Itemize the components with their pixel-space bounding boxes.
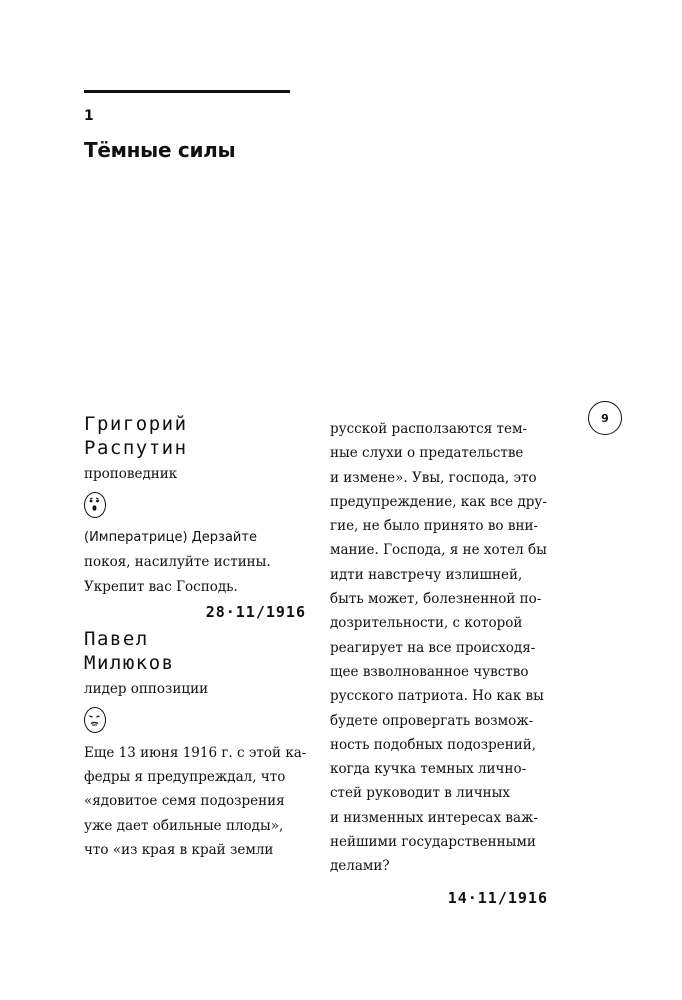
author-name-first: Павел: [84, 627, 149, 650]
entry-rasputin: [84, 412, 306, 621]
quote-text: [84, 526, 306, 599]
quote-line: идти навстречу излишней,: [330, 566, 523, 583]
quote-line: дозрительности, с которой: [330, 615, 523, 632]
author-name-last: Милюков: [84, 651, 175, 674]
quote-line: реагирует на все происходя-: [330, 639, 536, 656]
right-column: [330, 417, 562, 913]
quote-line: Еще 13 июня 1916 г. с этой ка-: [84, 744, 307, 761]
quote-text: [84, 741, 306, 862]
chapter-rule: [84, 90, 290, 93]
author-name-last: Распутин: [84, 437, 188, 459]
quote-line: русской расползаются тем-: [330, 421, 528, 437]
quote-line: «ядовитое семя подозрения: [84, 793, 285, 810]
quote-line: уже дает обильные плоды»,: [84, 817, 284, 834]
quote-date: 28·11/1916: [205, 602, 306, 621]
quote-line: Укрепит вас Господь.: [84, 578, 238, 595]
quote-line: ные слухи о предательстве: [330, 445, 524, 462]
quote-line: покоя, насилуйте истины.: [84, 554, 271, 571]
quote-line: ность подобных подозрений,: [330, 736, 536, 753]
entry-milyukov: [84, 627, 306, 862]
quote-line: гие, не было принято во вни-: [330, 518, 539, 535]
quote-line: нейшими государственными: [330, 834, 536, 851]
quote-line: что «из края в край земли: [84, 842, 274, 859]
quote-line: мание. Господа, я не хотел бы: [330, 542, 547, 559]
worried-face-icon: [84, 492, 106, 518]
author-role: лидер оппозиции: [84, 680, 209, 697]
author-role: проповедник: [84, 466, 178, 482]
quote-line: (Императрице) Дерзайте: [84, 530, 257, 545]
quote-line: когда кучка темных лично-: [330, 761, 527, 778]
quote-continuation: [330, 417, 562, 879]
quote-line: федры я предупреждал, что: [84, 769, 286, 786]
quote-date: 14·11/1916: [447, 888, 548, 907]
quote-line: русского патриота. Но как вы: [330, 688, 544, 705]
quote-line: щее взволнованное чувство: [330, 663, 529, 680]
quote-line: делами?: [330, 858, 390, 875]
grim-face-icon: [84, 707, 106, 733]
author-name-first: Григорий: [84, 413, 188, 435]
quote-line: и измене». Увы, господа, это: [330, 469, 537, 486]
chapter-number: 1: [84, 108, 94, 124]
quote-line: будете опровергать возмож-: [330, 712, 534, 729]
quote-line: предупреждение, как все дру-: [330, 493, 547, 510]
chapter-title: Тёмные силы: [84, 138, 236, 162]
left-column: [84, 412, 306, 862]
page-number: 9: [588, 401, 622, 435]
quote-line: и низменных интересах важ-: [330, 809, 539, 826]
quote-line: быть может, болезненной по-: [330, 591, 542, 608]
quote-line: стей руководит в личных: [330, 785, 511, 802]
